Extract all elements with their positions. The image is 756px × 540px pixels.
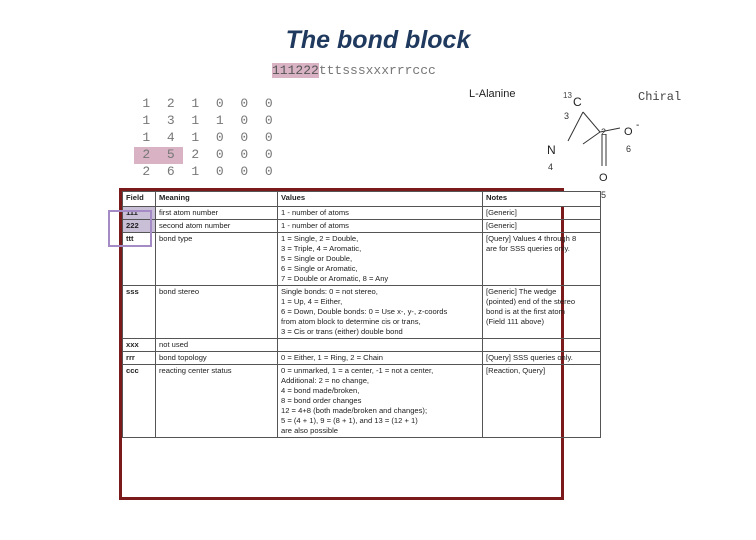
field-meaning: first atom number — [156, 207, 278, 220]
table-row — [123, 220, 601, 233]
field-notes — [483, 207, 601, 220]
field-code: 111 — [123, 207, 156, 220]
bond-field-table — [119, 188, 577, 500]
bond-value: 0 — [215, 96, 224, 111]
bond-value: 0 — [264, 113, 273, 128]
values-line: 1 - number of atoms — [281, 208, 349, 217]
field-meaning: reacting center status — [156, 365, 278, 438]
bond-value: 0 — [264, 147, 273, 162]
atom-label: 4 — [548, 162, 554, 172]
values-line: 12 = 4+8 (both made/broken and changes); — [281, 406, 428, 416]
field-values — [278, 220, 483, 233]
header-field: Field — [123, 192, 156, 207]
values-line: 6 = Single or Aromatic, — [281, 264, 358, 274]
bond-value: 6 — [166, 164, 175, 179]
field-meaning: bond stereo — [156, 286, 278, 339]
bond-value: 1 — [142, 113, 151, 128]
field-code: sss — [123, 286, 156, 339]
values-line: from atom block to determine cis or trans, — [281, 317, 421, 327]
field-values — [278, 352, 483, 365]
bond-value: 0 — [240, 113, 249, 128]
values-line: are also possible — [281, 426, 338, 436]
values-line: 6 = Down, Double bonds: 0 = Use x-, y-, z-coords — [281, 307, 448, 317]
field-values — [278, 365, 483, 438]
header-notes: Notes — [483, 192, 601, 207]
bond-value: 2 — [191, 147, 200, 162]
atom-label: 2 — [601, 127, 607, 137]
bond-value: 1 — [215, 113, 224, 128]
notes-line: [Generic] — [486, 221, 517, 231]
bond-value: 3 — [166, 113, 175, 128]
field-notes — [483, 286, 601, 339]
charge-label: - — [636, 120, 640, 131]
bond-rows — [134, 96, 281, 181]
notes-line: [Query] SSS queries only. — [486, 353, 573, 363]
header-meaning: Meaning — [156, 192, 278, 207]
bond-value: 0 — [240, 147, 249, 162]
notes-line: [Generic] — [486, 208, 517, 217]
notes-line: (pointed) end of the stereo — [486, 297, 576, 307]
atom-label: O — [624, 126, 633, 138]
bond-row-highlighted — [134, 147, 281, 164]
bond-value: 4 — [166, 130, 175, 145]
atom-label: O — [599, 172, 608, 184]
field-notes — [483, 220, 601, 233]
table-row — [123, 339, 601, 352]
field-notes — [483, 352, 601, 365]
format-highlight: 111222 — [272, 63, 319, 78]
notes-line: (Field 111 above) — [486, 317, 544, 327]
field-values — [278, 233, 483, 286]
bond-value: 1 — [191, 130, 200, 145]
atom-label: 3 — [564, 111, 570, 121]
field-meaning: bond type — [156, 233, 278, 286]
field-code: ttt — [123, 233, 156, 286]
values-line: 1 = Up, 4 = Either, — [281, 297, 343, 307]
atom-label: 13 — [563, 91, 572, 100]
bond-value: 0 — [264, 96, 273, 111]
field-code: ccc — [123, 365, 156, 438]
values-line: 8 = bond order changes — [281, 396, 362, 406]
bond-row — [134, 164, 281, 181]
bond-value: 1 — [191, 164, 200, 179]
table-row — [123, 286, 601, 339]
bond-value: 0 — [215, 164, 224, 179]
bond-row — [134, 130, 281, 147]
field-meaning: second atom number — [156, 220, 278, 233]
field-meaning: bond topology — [156, 352, 278, 365]
values-line: Additional: 2 = no change, — [281, 376, 370, 386]
table-row — [123, 207, 601, 220]
field-callout-box — [108, 210, 152, 247]
bond-value: 2 — [166, 96, 175, 111]
bond-value: 1 — [191, 113, 200, 128]
bond-value: 0 — [240, 96, 249, 111]
values-line: Single bonds: 0 = not stereo, — [281, 287, 378, 297]
notes-line: [Query] Values 4 through 8 — [486, 234, 577, 244]
bond-value: 1 — [142, 130, 151, 145]
bond-value: 0 — [215, 130, 224, 145]
table-row — [123, 233, 601, 286]
field-code: 222 — [123, 220, 156, 233]
molecule-structure-diagram — [540, 88, 640, 203]
field-values — [278, 286, 483, 339]
notes-line: bond is at the first atom — [486, 307, 565, 317]
notes-line: are for SSS queries only. — [486, 244, 570, 254]
values-line — [281, 340, 479, 350]
bond-value: 0 — [240, 130, 249, 145]
values-line: 3 = Triple, 4 = Aromatic, — [281, 244, 362, 254]
bond-row — [134, 96, 281, 113]
page-title: The bond block — [285, 26, 471, 54]
table-row — [123, 352, 601, 365]
bond-value: 0 — [240, 164, 249, 179]
bond-value: 2 — [142, 147, 151, 162]
field-code: rrr — [123, 352, 156, 365]
bond-value: 5 — [166, 147, 175, 162]
atom-label: C — [573, 95, 582, 109]
values-line: 1 = Single, 2 = Double, — [281, 234, 359, 244]
chiral-label: Chiral — [638, 90, 682, 104]
atom-label: 6 — [626, 144, 632, 154]
field-values — [278, 207, 483, 220]
bond-value: 0 — [264, 130, 273, 145]
values-line: 0 = unmarked, 1 = a center, -1 = not a center, — [281, 366, 434, 376]
values-line: 5 = (4 + 1), 9 = (8 + 1), and 13 = (12 + 1) — [281, 416, 418, 426]
values-line: 7 = Double or Aromatic, 8 = Any — [281, 274, 389, 284]
format-rest: tttsssxxxrrrccc — [318, 63, 436, 78]
values-line: 1 - number of atoms — [281, 221, 349, 231]
values-line: 0 = Either, 1 = Ring, 2 = Chain — [281, 353, 383, 363]
notes-line — [486, 340, 597, 350]
bond-value: 2 — [142, 164, 151, 179]
field-notes — [483, 339, 601, 352]
values-line: 5 = Single or Double, — [281, 254, 353, 264]
field-code: xxx — [123, 339, 156, 352]
notes-line: [Generic] The wedge — [486, 287, 557, 297]
bond-format-line — [272, 63, 436, 78]
molecule-name: L-Alanine — [469, 88, 516, 100]
bond-value: 1 — [191, 96, 200, 111]
bond-value: 0 — [215, 147, 224, 162]
field-meaning: not used — [156, 339, 278, 352]
values-line: 4 = bond made/broken, — [281, 386, 360, 396]
atom-label: N — [547, 143, 556, 157]
table-header-row — [123, 192, 601, 207]
header-values: Values — [278, 192, 483, 207]
values-line: 3 = Cis or trans (either) double bond — [281, 327, 403, 337]
field-values — [278, 339, 483, 352]
table-row — [123, 365, 601, 438]
field-notes — [483, 365, 601, 438]
atom-label: 5 — [601, 190, 607, 200]
bond-value: 0 — [264, 164, 273, 179]
field-notes — [483, 233, 601, 286]
notes-line: [Reaction, Query] — [486, 366, 546, 376]
bond-value: 1 — [142, 96, 151, 111]
bond-row — [134, 113, 281, 130]
